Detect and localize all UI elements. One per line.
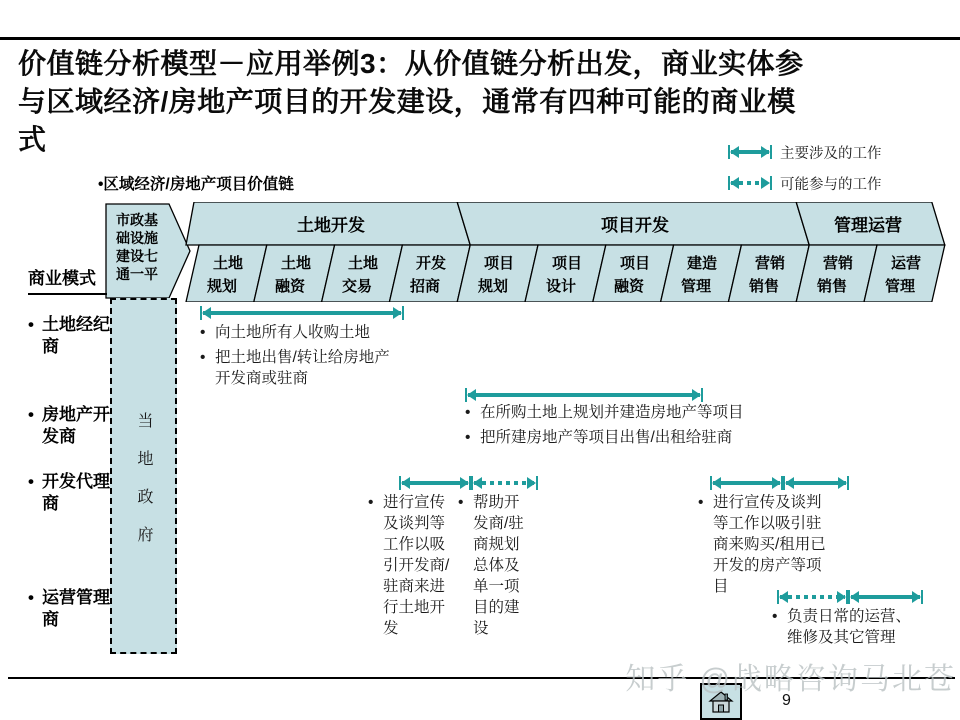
note-item: • 在所购土地上规划并建造房地产等项目 bbox=[463, 402, 793, 423]
marketing-notes bbox=[696, 492, 836, 601]
legend bbox=[728, 141, 953, 203]
legend-label-primary: 主要涉及的工作 bbox=[780, 145, 882, 162]
operator-scope-arrow-solid bbox=[848, 590, 923, 604]
marketing-scope-arrow-solid-1 bbox=[710, 476, 783, 490]
business-model-agent: • 开发代理商 bbox=[26, 471, 112, 515]
agent-scope-arrow-solid bbox=[399, 476, 471, 490]
business-model-land-broker: • 土地经纪商 bbox=[26, 314, 112, 358]
step-label: 交易 bbox=[341, 278, 373, 295]
phase-label-3: 管理运营 bbox=[834, 216, 902, 235]
note-item: • 向土地所有人收购土地 bbox=[198, 322, 390, 343]
value-chain-label: •区域经济/房地产项目价值链 bbox=[98, 176, 294, 193]
dotted-range-arrow-icon bbox=[728, 176, 772, 190]
step-label: 运营 bbox=[890, 255, 922, 272]
value-chain-diagram bbox=[105, 202, 960, 302]
step-label: 建造 bbox=[686, 255, 718, 272]
step-label: 营销 bbox=[822, 255, 854, 272]
note-item: • 把所建房地产等项目出售/出租给驻商 bbox=[463, 427, 793, 448]
marketing-scope-arrow-solid-2 bbox=[783, 476, 849, 490]
step-label: 管理 bbox=[680, 278, 712, 295]
watermark: 知乎 @战略咨询马北苍 bbox=[625, 663, 956, 696]
note-item: • 进行宣传及谈判等工作以吸引开发商/驻商来进行土地开发 bbox=[366, 492, 452, 639]
step-label: 管理 bbox=[884, 278, 916, 295]
legend-row-secondary bbox=[728, 172, 953, 194]
broker-notes bbox=[198, 322, 413, 393]
step-label: 销售 bbox=[748, 278, 780, 295]
step-label: 规划 bbox=[206, 278, 238, 295]
step-label: 设计 bbox=[545, 278, 577, 295]
infra-line-1: 市政基 bbox=[116, 212, 158, 228]
step-label: 营销 bbox=[754, 255, 786, 272]
note-item: • 把土地出售/转让给房地产开发商或驻商 bbox=[198, 347, 390, 389]
note-item: • 进行宣传及谈判等工作以吸引驻商来购买/租用已开发的房产等项目 bbox=[696, 492, 828, 597]
agent-notes-left bbox=[366, 492, 466, 643]
solid-range-arrow-icon bbox=[728, 145, 772, 159]
agent-notes-right bbox=[456, 492, 542, 643]
agent-scope-arrow-dotted bbox=[471, 476, 538, 490]
business-model-operator: • 运营管理商 bbox=[26, 587, 112, 631]
step-label: 招商 bbox=[409, 278, 441, 295]
phase-label-1: 土地开发 bbox=[297, 216, 365, 235]
step-label: 土地 bbox=[280, 255, 312, 272]
developer-notes bbox=[463, 402, 793, 452]
step-label: 销售 bbox=[816, 278, 848, 295]
operator-notes bbox=[770, 606, 935, 652]
broker-scope-arrow-solid bbox=[200, 306, 404, 320]
phase-label-2: 项目开发 bbox=[601, 216, 669, 235]
legend-label-secondary: 可能参与的工作 bbox=[780, 176, 882, 193]
step-label: 融资 bbox=[613, 278, 645, 295]
business-model-developer: • 房地产开发商 bbox=[26, 404, 112, 448]
note-item: • 负责日常的运营、维修及其它管理 bbox=[770, 606, 922, 648]
infra-line-3: 建设七 bbox=[116, 248, 158, 264]
step-label: 融资 bbox=[274, 278, 306, 295]
note-item: • 帮助开发商/驻商规划总体及单一项目的建设 bbox=[456, 492, 529, 639]
step-label: 项目 bbox=[483, 255, 515, 272]
infra-line-4: 通一平 bbox=[116, 266, 158, 282]
step-label: 规划 bbox=[477, 278, 509, 295]
step-label: 土地 bbox=[212, 255, 244, 272]
developer-scope-arrow-solid bbox=[465, 388, 703, 402]
step-label: 开发 bbox=[415, 255, 447, 272]
step-label: 项目 bbox=[551, 255, 583, 272]
business-models-header: 商业模式 bbox=[28, 264, 107, 295]
local-government-column bbox=[110, 298, 177, 654]
step-label: 土地 bbox=[347, 255, 379, 272]
page-number: 9 bbox=[782, 692, 791, 709]
legend-row-primary bbox=[728, 141, 953, 163]
title-divider bbox=[0, 37, 960, 40]
step-label: 项目 bbox=[619, 255, 651, 272]
infra-line-2: 础设施 bbox=[116, 230, 158, 246]
page-title: 价值链分析模型－应用举例3：从价值链分析出发，商业实体参与区域经济/房地产项目的开发建设，通常有四种可能的商业模式 bbox=[18, 48, 804, 155]
local-government-label: 当地政府 bbox=[135, 412, 152, 564]
